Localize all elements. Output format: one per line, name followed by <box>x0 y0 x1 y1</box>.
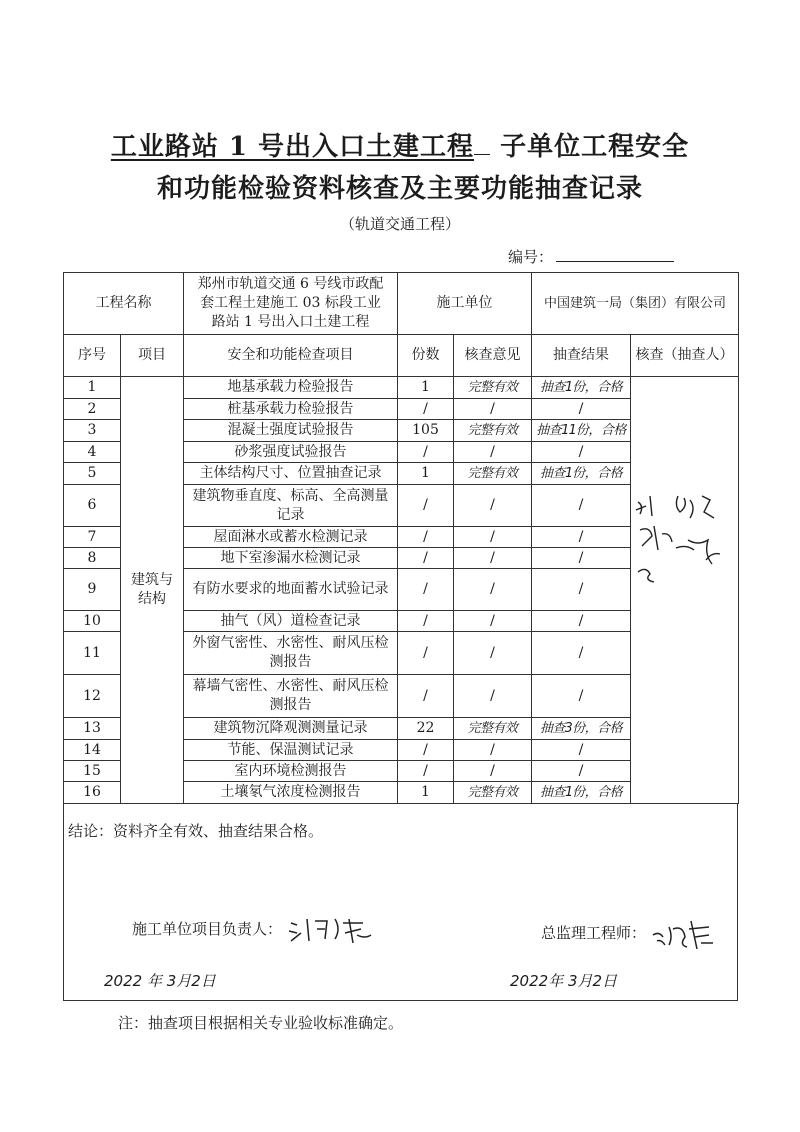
row-copies: / <box>398 548 454 569</box>
chief-supervisor-signature <box>651 917 721 951</box>
project-name-label: 工程名称 <box>64 273 184 335</box>
row-copies: / <box>398 761 454 782</box>
row-opinion: / <box>454 611 532 632</box>
row-opinion: 完整有效 <box>454 782 532 804</box>
footer-frame-left <box>63 803 64 1000</box>
row-result: / <box>532 442 631 463</box>
row-result: 抽查1份，合格 <box>532 463 631 485</box>
category-cell: 建筑与结构 <box>121 377 184 804</box>
row-opinion: / <box>454 485 532 527</box>
code-label: 编号： <box>508 248 554 266</box>
row-copies: / <box>398 569 454 611</box>
contractor-manager-signature <box>287 915 377 945</box>
title-rest: 子单位工程安全 <box>500 132 690 162</box>
row-result: / <box>532 761 631 782</box>
col-spot-result: 抽查结果 <box>532 335 631 377</box>
chief-supervisor-signoff <box>541 917 721 951</box>
row-name: 有防水要求的地面蓄水试验记录 <box>184 569 398 611</box>
row-copies: 22 <box>398 718 454 740</box>
row-result: / <box>532 527 631 548</box>
row-opinion: 完整有效 <box>454 420 532 442</box>
row-result: 抽查1份，合格 <box>532 782 631 804</box>
row-opinion: / <box>454 569 532 611</box>
footer-frame-right <box>737 803 738 1000</box>
row-name: 节能、保温测试记录 <box>184 740 398 761</box>
col-no: 序号 <box>64 335 121 377</box>
row-no: 7 <box>64 527 121 548</box>
row-no: 14 <box>64 740 121 761</box>
row-result: 抽查1份，合格 <box>532 377 631 399</box>
row-no: 2 <box>64 399 121 420</box>
row-name: 主体结构尺寸、位置抽查记录 <box>184 463 398 485</box>
row-name: 幕墙气密性、水密性、耐风压检测报告 <box>184 675 398 718</box>
row-result: 抽查3份，合格 <box>532 718 631 740</box>
row-no: 4 <box>64 442 121 463</box>
contractor-label: 施工单位 <box>398 273 532 335</box>
row-no: 5 <box>64 463 121 485</box>
row-name: 混凝土强度试验报告 <box>184 420 398 442</box>
row-result: / <box>532 485 631 527</box>
row-copies: / <box>398 632 454 675</box>
row-opinion: / <box>454 527 532 548</box>
row-no: 8 <box>64 548 121 569</box>
row-no: 9 <box>64 569 121 611</box>
row-opinion: / <box>454 675 532 718</box>
row-copies: / <box>398 399 454 420</box>
project-name-value: 郑州市轨道交通 6 号线市政配套工程土建施工 03 标段工业路站 1 号出入口土建工程 <box>184 273 398 335</box>
col-check-item: 安全和功能检查项目 <box>184 335 398 377</box>
conclusion-text: 结论：资料齐全有效、抽查结果合格。 <box>68 822 324 840</box>
row-no: 1 <box>64 377 121 399</box>
row-result: / <box>532 399 631 420</box>
row-name: 土壤氡气浓度检测报告 <box>184 782 398 804</box>
row-copies: 1 <box>398 463 454 485</box>
row-opinion: / <box>454 761 532 782</box>
contractor-manager-label: 施工单位项目负责人： <box>132 920 283 938</box>
row-copies: 1 <box>398 782 454 804</box>
row-result: / <box>532 675 631 718</box>
row-result: / <box>532 632 631 675</box>
col-item: 项目 <box>121 335 184 377</box>
row-result: / <box>532 569 631 611</box>
row-opinion: / <box>454 548 532 569</box>
row-no: 11 <box>64 632 121 675</box>
row-result: / <box>532 548 631 569</box>
footnote: 注：抽查项目根据相关专业验收标准确定。 <box>118 1014 404 1032</box>
row-result: 抽查11份，合格 <box>532 420 631 442</box>
date-left: 2022 年 3月2日 <box>104 972 216 990</box>
col-review-opinion: 核查意见 <box>454 335 532 377</box>
row-opinion: / <box>454 740 532 761</box>
row-no: 16 <box>64 782 121 804</box>
row-opinion: / <box>454 399 532 420</box>
row-opinion: / <box>454 442 532 463</box>
row-name: 建筑物沉降观测测量记录 <box>184 718 398 740</box>
row-name: 桩基承载力检验报告 <box>184 399 398 420</box>
row-opinion: 完整有效 <box>454 377 532 399</box>
row-no: 3 <box>64 420 121 442</box>
row-no: 10 <box>64 611 121 632</box>
row-name: 地基承载力检验报告 <box>184 377 398 399</box>
document-subtitle: （轨道交通工程） <box>339 215 460 233</box>
row-result: / <box>532 611 631 632</box>
row-opinion: / <box>454 632 532 675</box>
date-right: 2022年 3月2日 <box>510 972 618 990</box>
contractor-value: 中国建筑一局（集团）有限公司 <box>532 273 739 335</box>
row-copies: / <box>398 485 454 527</box>
chief-supervisor-label: 总监理工程师： <box>541 924 647 942</box>
row-name: 室内环境检测报告 <box>184 761 398 782</box>
row-copies: 1 <box>398 377 454 399</box>
row-name: 外窗气密性、水密性、耐风压检测报告 <box>184 632 398 675</box>
footer-frame-bottom <box>63 1000 738 1001</box>
document-title-line2: 和功能检验资料核查及主要功能抽查记录 <box>156 174 643 204</box>
reviewer-signature <box>632 490 742 590</box>
row-copies: 105 <box>398 420 454 442</box>
row-no: 6 <box>64 485 121 527</box>
reviewer-signature-scribble <box>632 490 742 590</box>
row-copies: / <box>398 740 454 761</box>
row-no: 15 <box>64 761 121 782</box>
row-name: 抽气（风）道检查记录 <box>184 611 398 632</box>
row-no: 13 <box>64 718 121 740</box>
contractor-manager-signoff <box>132 915 377 945</box>
row-copies: / <box>398 527 454 548</box>
document-title-line1 <box>0 126 800 163</box>
row-copies: / <box>398 611 454 632</box>
row-copies: / <box>398 675 454 718</box>
col-copies: 份数 <box>398 335 454 377</box>
row-no: 12 <box>64 675 121 718</box>
row-copies: / <box>398 442 454 463</box>
table-row <box>64 377 739 399</box>
row-name: 屋面淋水或蓄水检测记录 <box>184 527 398 548</box>
row-result: / <box>532 740 631 761</box>
col-reviewer: 核查（抽查人） <box>631 335 739 377</box>
row-name: 地下室渗漏水检测记录 <box>184 548 398 569</box>
row-name: 砂浆强度试验报告 <box>184 442 398 463</box>
row-name: 建筑物垂直度、标高、全高测量记录 <box>184 485 398 527</box>
row-opinion: 完整有效 <box>454 718 532 740</box>
row-opinion: 完整有效 <box>454 463 532 485</box>
code-blank-line <box>556 261 674 262</box>
project-title: 工业路站 1 号出入口土建工程 <box>110 132 475 162</box>
